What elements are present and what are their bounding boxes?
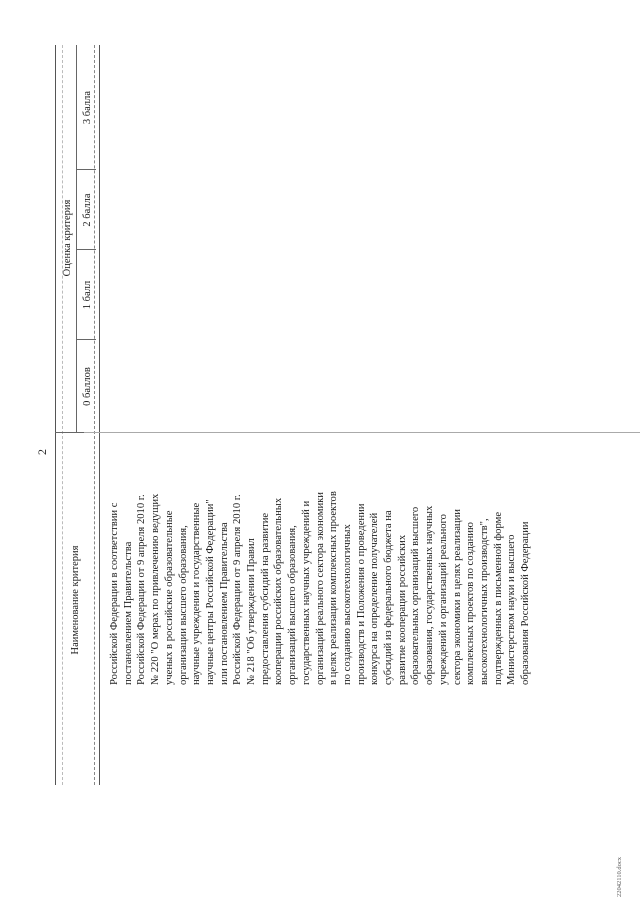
criteria-line: развитие кооперации российских	[396, 534, 408, 685]
criteria-line: государственных научных учреждений и	[300, 500, 312, 685]
criteria-line: организаций реального сектора экономики	[314, 492, 326, 685]
page-number: 2	[35, 449, 49, 455]
criteria-line: постановлением Правительства	[122, 541, 134, 685]
criteria-description	[108, 440, 533, 685]
criteria-line: субсидий из федерального бюджета на	[383, 510, 395, 685]
criteria-line: высокотехнологичных производств",	[478, 518, 490, 685]
criteria-line: образования Российской Федерации	[520, 521, 532, 685]
table-header-border	[99, 45, 100, 785]
column-divider-body	[84, 432, 640, 433]
criteria-line: производств и Положения о проведении	[355, 503, 367, 685]
criteria-line: Министерством науки и высшего	[506, 534, 518, 685]
document-footer: 22042110.docx	[616, 856, 623, 897]
criteria-line: учреждений и организаций реального	[437, 514, 449, 685]
criteria-line: по созданию высокотехнологичных	[341, 524, 353, 685]
criteria-line: Российской Федерации в соответствии с	[109, 502, 120, 685]
column-header-criteria: Наименование критерия	[70, 545, 81, 655]
score-1	[82, 250, 93, 340]
score-2	[82, 170, 93, 250]
criteria-line: в целях реализации комплексных проектов	[328, 491, 340, 685]
column-header-score: Оценка критерия	[62, 199, 73, 277]
criteria-line: комплексных проектов по созданию	[465, 522, 477, 685]
criteria-line: организации высшего образования,	[177, 525, 189, 685]
score-3-label: 3 балла	[82, 90, 93, 125]
criteria-line: сектора экономики в целях реализации	[451, 509, 463, 685]
criteria-line: № 220 "О мерах по привлечению ведущих	[150, 493, 162, 685]
criteria-line: подтвержденных в письменной форме	[492, 511, 504, 685]
criteria-line: образования, государственных научных	[424, 505, 436, 685]
criteria-line: предоставления субсидий на развитие	[259, 512, 271, 685]
criteria-line: № 218 "Об утверждении Правил	[246, 538, 258, 685]
criteria-line: Российской Федерации от 9 апреля 2010 г.	[232, 494, 244, 685]
criteria-line: или постановлением Правительства	[218, 522, 230, 685]
criteria-line: образовательных организаций высшего	[410, 506, 422, 685]
score-0	[82, 340, 93, 433]
criteria-line: Российской Федерации от 9 апреля 2010 г.	[136, 494, 148, 685]
table-top-border	[55, 45, 56, 785]
criteria-line: научные учреждения и государственные	[191, 502, 203, 685]
score-2-label: 2 балла	[82, 193, 93, 227]
dashed-header-rule	[94, 45, 95, 785]
criteria-line: ученых в российские образовательные	[163, 510, 175, 685]
criteria-line: организаций высшего образования,	[287, 525, 299, 685]
score-subheader-rule	[76, 45, 77, 433]
criteria-line: конкурса на определение получателей	[369, 512, 381, 685]
score-0-label: 0 баллов	[82, 367, 93, 406]
score-1-label: 1 балл	[82, 280, 93, 310]
criteria-line: кооперации российских образовательных	[273, 497, 285, 685]
score-3	[82, 45, 93, 170]
criteria-line: научные центры Российской Федерации"	[204, 499, 216, 685]
